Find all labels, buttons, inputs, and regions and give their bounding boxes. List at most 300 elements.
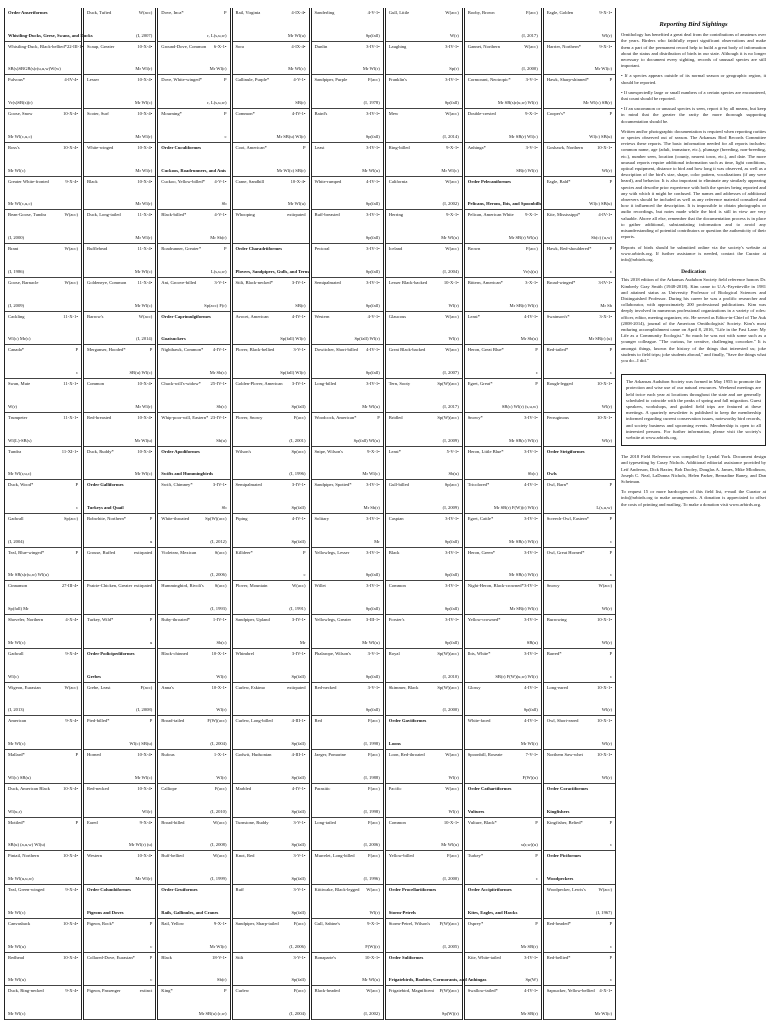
species-name: Barred*	[546, 650, 562, 656]
species-entry	[465, 413, 541, 447]
occurrence-text-right: (I, 2010)	[210, 808, 227, 814]
species-name: Crane, Sandhill	[235, 178, 265, 184]
status-code: 3-IV-1•	[366, 43, 380, 49]
status-code: 9-X-1•	[599, 43, 612, 49]
occurrence-text-right: Wl(r)	[216, 774, 227, 780]
species-entry	[312, 210, 383, 244]
checklist-column	[232, 8, 310, 1020]
order-header	[84, 649, 155, 683]
status-code: 4-IV-1•	[291, 111, 306, 117]
species-entry	[386, 615, 462, 649]
occurrence-text-right: Wl(r)	[448, 336, 459, 342]
occurrence-text-right: Sp(fall)	[444, 572, 459, 578]
species-entry	[544, 345, 615, 379]
status-code: P	[223, 246, 227, 252]
species-name: Killdeer*	[235, 549, 253, 555]
occurrence-text-right: Sp(fall)	[444, 639, 459, 645]
occurrence-text-right: Sp(fall)	[365, 268, 380, 274]
species-entry	[233, 885, 309, 919]
species-entry	[312, 244, 383, 278]
species-name: Sandpiper, Sharp-tailed	[235, 920, 279, 926]
species-entry	[465, 716, 541, 750]
species-name: Glaucous	[388, 313, 407, 319]
species-name: Ferruginous	[546, 414, 569, 420]
species-name: Screech-Owl, Eastern*	[546, 516, 590, 522]
occurrence-text-right: (I, 2009)	[442, 505, 459, 511]
species-name: Harrier, Northern*	[546, 43, 582, 49]
species-entry	[233, 8, 309, 42]
status-code: 10-X-4•	[137, 752, 153, 758]
species-entry	[158, 548, 229, 582]
species-name: Order Accipitriformes	[467, 887, 512, 893]
species-entry	[386, 42, 462, 76]
species-entry	[84, 784, 155, 818]
species-name: Coot, American*	[235, 144, 267, 150]
sidebar-paragraph: • If an uncommon or unusual species is seen, report it by all means, but keep in mind that the greater the rarity the more thorough supporting documentation should be.	[621, 106, 766, 124]
species-name: Scoter, Surf	[87, 111, 109, 117]
status-code: F(acc)	[293, 988, 306, 994]
species-name: Hummingbird, Rivoli's	[161, 583, 204, 589]
species-entry	[233, 514, 309, 548]
species-entry	[158, 42, 229, 76]
species-entry	[312, 413, 383, 447]
species-entry	[158, 278, 229, 312]
species-entry	[465, 447, 541, 481]
species-name: Whistling-Duck, Black-bellied*	[8, 43, 67, 49]
sidebar-paragraph: Written and/or photographic documentation is required when reporting rarities or species observed out of season. The Arkansas Bird Records Committee reviews these reports. The basic information needed for all reports includes: common name, age (adult, immature, etc.), plumage (breeding, non-breeding, etc.), number seen, location (county, nearest town, etc.), and date. The more unusual reports require additional information such as time, light conditions, optical equipment, distance to bird and how long it was observed, as well as a description of the bird's size, shape, color pattern, vocalizations (if any were heard), and behavior. It is also important to eliminate any similarly appearing species and describe prior experience with both the species being reported and any with which it might be confused. The names and addresses of additional observers should be included as well as any reference material consulted and how it influenced the description. It is impossible to obtain photographs or audio recordings, but notes made while the bird is still in view are very valuable. Above all else, remember that the documentation process is in place to gather additional, substantiating information and to avoid any misunderstanding of potential contributors or question the authenticity of their reports.	[621, 128, 766, 240]
species-name: Heron, Little Blue*	[467, 448, 504, 454]
species-name: Tricolored*	[467, 482, 490, 488]
status-code: 3-V-1•	[293, 853, 306, 859]
species-entry	[386, 379, 462, 413]
occurrence-text-right: SB(u) Wl(c)	[129, 370, 153, 376]
occurrence-text-right: Sp(fall)	[291, 403, 306, 409]
occurrence-text-right: Mr Wl(u)	[134, 437, 153, 443]
species-entry	[544, 581, 615, 615]
occurrence-text-right: Sb(r)	[217, 977, 227, 983]
species-entry	[158, 851, 229, 885]
status-code: 10-X-1•	[211, 650, 227, 656]
status-code: 3-IV-1•	[524, 549, 538, 555]
species-name: Order Strigiformes	[546, 448, 585, 454]
species-name: Black-chinned	[161, 650, 189, 656]
status-code: 3-IV-1•	[598, 279, 612, 285]
status-code: 4-V-1•	[214, 212, 227, 218]
status-code: 27-III-4•	[61, 583, 78, 589]
species-name: Pigeon, Passenger	[87, 988, 121, 994]
species-name: Mottled*	[8, 819, 25, 825]
species-name: Merganser, Hooded*	[87, 347, 126, 353]
species-entry	[5, 750, 81, 784]
status-code: 10-X-4•	[63, 920, 78, 926]
species-entry	[5, 312, 81, 346]
occurrence-text-right: Mr SB(r) Wl(u)	[508, 235, 538, 241]
status-code: F(acc)	[368, 785, 380, 791]
occurrence-text: Loons	[388, 741, 401, 747]
occurrence-text-right: Wl(r)	[448, 808, 459, 814]
species-name: Kittiwake, Black-legged	[314, 887, 360, 893]
status-code: F(acc)	[368, 718, 380, 724]
species-entry	[233, 480, 309, 514]
occurrence-text-right: Mr Wl(c)	[134, 268, 153, 274]
species-entry	[465, 244, 541, 278]
species-entry	[158, 716, 229, 750]
occurrence-text: Grebes	[87, 673, 101, 679]
status-code: 10-X-4•	[137, 381, 153, 387]
species-name: Long-eared	[546, 684, 568, 690]
occurrence-text-right: Mr Wl(u)	[362, 167, 380, 173]
status-code: P	[535, 819, 538, 825]
occurrence-text: Kites, Eagles, and Hawks	[467, 909, 518, 915]
species-entry	[544, 75, 615, 109]
occurrence-text-right: Mr Wl(r) (u)	[128, 842, 153, 848]
status-code: extinct	[139, 988, 153, 994]
species-name: Cooper's*	[546, 111, 566, 117]
species-entry	[312, 548, 383, 582]
species-name: Woodcock, American*	[314, 414, 357, 420]
occurrence-text: Woodpeckers	[546, 876, 574, 882]
occurrence-text-right: Sp(fall)	[365, 370, 380, 376]
species-entry	[465, 750, 541, 784]
status-code: 11-XI-1•	[61, 448, 78, 454]
occurrence-text-right: c	[609, 943, 612, 949]
occurrence-text-right: Sb(c)	[216, 639, 227, 645]
occurrence-text-right: Wl(r)	[216, 673, 227, 679]
occurrence-text-right: Mr Sb(r)	[363, 505, 380, 511]
status-code: extirpated	[133, 583, 153, 589]
species-name: Least*	[388, 448, 401, 454]
species-entry	[465, 683, 541, 717]
status-code: F(W)(acc)	[439, 920, 459, 926]
occurrence-text-right: Sp(fall) Wl(u)	[353, 437, 380, 443]
species-name: Order Suliformes	[388, 954, 424, 960]
status-code: F(acc)	[447, 853, 459, 859]
status-code: 18-V-1•	[212, 954, 227, 960]
species-entry	[544, 143, 615, 177]
species-name: Swainson's*	[546, 313, 570, 319]
status-code: 3-IV-1•	[445, 516, 459, 522]
species-name: Ring-billed	[388, 144, 410, 150]
occurrence-text-right: Sp(fall)	[444, 606, 459, 612]
occurrence-text-right: (I, 1978)	[363, 100, 380, 106]
species-entry	[84, 818, 155, 852]
species-name: Eared	[87, 819, 98, 825]
species-name: Frigatebird, Magnificent	[388, 988, 434, 994]
species-entry	[465, 615, 541, 649]
status-code: 10-X-1•	[597, 718, 612, 724]
species-entry	[5, 953, 81, 987]
species-entry	[158, 581, 229, 615]
species-entry	[84, 615, 155, 649]
occurrence-text: Mr Wl(c,u,c)	[8, 133, 33, 139]
species-name: Double-crested	[467, 111, 496, 117]
species-entry	[158, 784, 229, 818]
occurrence-text-right: Wl(r)	[601, 32, 612, 38]
species-name: Semipalmated	[314, 279, 341, 285]
species-name: Order Apodiformes	[161, 448, 200, 454]
species-name: Northern Saw-whet	[546, 752, 583, 758]
species-name: Burrowing	[546, 617, 567, 623]
occurrence-text-right: (I, 2007)	[442, 370, 459, 376]
occurrence-text-right: c	[609, 268, 612, 274]
status-code: P	[609, 549, 612, 555]
occurrence-text-right: (I, 2004)	[289, 1011, 306, 1017]
occurrence-text-right: (I, 2000)	[521, 66, 538, 72]
species-name: Snowy*	[467, 414, 483, 420]
order-header	[465, 784, 541, 818]
species-entry	[158, 177, 229, 211]
species-entry	[465, 986, 541, 1020]
species-name: Mourning*	[161, 111, 182, 117]
species-entry	[312, 345, 383, 379]
species-entry	[386, 683, 462, 717]
occurrence-text-right: Sp(fall)	[365, 673, 380, 679]
occurrence-text-right: F(W)(u)	[522, 774, 538, 780]
status-code: 3-IV-1•	[445, 583, 459, 589]
occurrence-text-right: Wl(r)	[601, 639, 612, 645]
species-name: Plover, Mountain	[235, 583, 268, 589]
status-code: 10-X-1•	[597, 684, 612, 690]
species-name: Dowitcher, Short-billed	[314, 347, 358, 353]
occurrence-text: Mr Wl(c)	[8, 639, 26, 645]
species-entry	[465, 548, 541, 582]
status-code: 10-X-1•	[597, 414, 612, 420]
species-name: Gull, Sabine's	[314, 920, 341, 926]
species-entry	[158, 210, 229, 244]
status-code: F(acc)	[526, 246, 538, 252]
status-code: P	[149, 954, 153, 960]
occurrence-text-right: Sb(c) (u,w)	[591, 235, 612, 241]
species-name: Plover, Black-bellied	[235, 347, 275, 353]
status-code: 10-X-4•	[290, 178, 306, 184]
occurrence-text: (I, 2000)	[8, 235, 25, 241]
status-code: F(W)(acc)	[439, 988, 459, 994]
species-entry	[84, 42, 155, 76]
status-code: 3-IV-1•	[366, 212, 380, 218]
occurrence-text: Whistling-Ducks, Geese, Swans, and Ducks	[8, 32, 93, 38]
occurrence-text-right: Wl(r)	[601, 774, 612, 780]
occurrence-text-right: c	[609, 673, 612, 679]
species-entry	[5, 177, 81, 211]
occurrence-text-right: Mr SB(r) F(W)(r) Wl(r)	[493, 505, 538, 511]
status-code: extirpated	[287, 684, 306, 690]
occurrence-text-right: (I, 1998)	[363, 741, 380, 747]
species-entry	[233, 447, 309, 481]
species-entry	[84, 581, 155, 615]
status-code: 3-V-1•	[293, 347, 306, 353]
species-entry	[233, 143, 309, 177]
status-code: W(acc)	[212, 819, 227, 825]
species-name: Curlew, Long-billed	[235, 718, 273, 724]
occurrence-text-right: Mr Wl(c)	[594, 1011, 612, 1017]
status-code: 4-IV-4•	[64, 77, 78, 83]
species-entry	[158, 986, 229, 1020]
occurrence-text-right: Mr Wl(c) SB(r)	[276, 167, 306, 173]
status-code: W(acc)	[64, 684, 78, 690]
occurrence-text-right: Mr Wl(u)	[441, 842, 459, 848]
occurrence-text-right: r, L(s,u,w)	[207, 32, 227, 38]
occurrence-text-right: Mr Wl(r)	[362, 66, 380, 72]
society-info-box	[621, 374, 766, 446]
occurrence-text-right: (I, 2006)	[210, 572, 227, 578]
status-code: W(acc)	[212, 853, 227, 859]
occurrence-text-right: Sb(c)	[216, 403, 227, 409]
occurrence-text: Wl(c)	[8, 673, 19, 679]
species-entry	[5, 42, 84, 76]
status-code: P	[609, 347, 612, 353]
occurrence-text-right: Mr Wl(c)	[441, 167, 459, 173]
species-entry	[5, 615, 81, 649]
species-name: Golden-Plover, American	[235, 381, 283, 387]
species-entry	[233, 953, 309, 987]
species-name: Egret, Cattle*	[467, 516, 494, 522]
species-entry	[233, 750, 309, 784]
occurrence-text-right: Sp(r)	[449, 66, 459, 72]
status-code: 3-III-1•	[365, 617, 380, 623]
species-entry	[386, 514, 462, 548]
species-name: Broad-billed	[161, 819, 185, 825]
species-entry	[312, 818, 383, 852]
species-name: Broad-winged*	[546, 279, 576, 285]
occurrence-text: Mr Wl(r,u,c)	[8, 471, 32, 477]
species-name: Woodpecker, Lewis's	[546, 887, 586, 893]
status-code: P	[149, 617, 153, 623]
species-name: Night-Heron, Black-crowned*	[467, 583, 524, 589]
status-code: 10-X-4•	[137, 853, 153, 859]
status-code: W(acc)	[445, 111, 459, 117]
species-entry	[386, 109, 462, 143]
status-code: 11-X-4•	[137, 279, 153, 285]
status-code: P	[149, 920, 153, 926]
status-code: 3-V-1•	[293, 819, 306, 825]
species-name: Duck, American Black	[8, 785, 50, 791]
species-name: White-faced	[467, 718, 491, 724]
species-entry	[233, 716, 309, 750]
status-code: 10-X-4•	[137, 448, 153, 454]
species-entry	[312, 379, 383, 413]
status-code: 4-IX-4•	[291, 43, 306, 49]
occurrence-text: Mr SB(s)r(u,w) Wl(u)	[8, 572, 49, 578]
species-name: Ross's	[8, 144, 20, 150]
species-name: Order Cuculiformes	[161, 144, 202, 150]
species-name: Turkey, Wild*	[87, 617, 114, 623]
status-code: 3-IV-1•	[445, 77, 459, 83]
status-code: 9-X-1•	[446, 212, 459, 218]
occurrence-text-right: (I, 1967)	[595, 909, 612, 915]
status-code: 10-X-1•	[597, 617, 612, 623]
species-name: Booby, Brown	[467, 10, 495, 15]
species-name: Black	[161, 954, 172, 960]
status-code: 3-IV-1•	[366, 279, 380, 285]
occurrence-text: W(r)	[8, 403, 17, 409]
status-code: 9-X-1•	[367, 448, 380, 454]
species-entry	[544, 919, 615, 953]
species-name: Knot, Red	[235, 853, 255, 859]
species-name: Sandpiper, Spotted*	[314, 482, 352, 488]
occurrence-text-right: c	[224, 133, 227, 139]
status-code: 9-X-1•	[446, 144, 459, 150]
species-entry	[465, 345, 541, 379]
occurrence-text-right: (I, 2007)	[136, 32, 153, 38]
occurrence-text: Mr Wl(c)	[8, 741, 26, 747]
species-entry	[465, 143, 541, 177]
status-code: W(acc)	[64, 212, 78, 218]
species-name: Least*	[467, 313, 480, 319]
status-code: 3-IV-1•	[524, 516, 538, 522]
occurrence-text-right: Wl(r)	[448, 302, 459, 308]
status-code: P	[535, 347, 538, 353]
species-entry	[312, 75, 383, 109]
species-name: Sora	[235, 43, 244, 49]
species-name: Chuck-will's-widow*	[161, 381, 201, 387]
species-name: Fulvous*	[8, 77, 26, 83]
species-name: Bridled	[388, 414, 403, 420]
occurrence-text-right: Sb(c)	[527, 471, 538, 477]
occurrence-text-right: (I, 2006)	[289, 943, 306, 949]
occurrence-text-right: SB(r) Wl(r)	[516, 167, 538, 173]
occurrence-text: Vultures	[467, 808, 485, 814]
species-entry	[312, 885, 383, 919]
society-info-text: The Arkansas Audubon Society was formed in May 1955 to promote the protection and wise use of our natural resources. Weekend meetings are held twice each year at locations throughout the state and are generally scheduled to coincide with the peaks of spring and fall migration. Guest speakers, workshops, and guided field trips are featured at these meetings. A quarterly newsletter is published to keep the membership informed regarding current conservation issues, noteworthy bird records, and society business and upcoming events. Membership is open to all interested persons. For further information, please visit the society's website at www.arbirds.org.	[626, 379, 761, 440]
status-code: 10-X-4•	[137, 178, 153, 184]
species-entry	[158, 514, 229, 548]
species-name: Redhead	[8, 954, 25, 960]
species-entry	[5, 919, 81, 953]
sidebar	[621, 8, 766, 1020]
occurrence-text-right: (I, 2000)	[442, 876, 459, 882]
species-entry	[5, 447, 81, 481]
occurrence-text: SB(u) (a,u,w) Wl(u)	[8, 842, 46, 848]
status-code: 4-V-1•	[367, 10, 380, 15]
status-code: P	[609, 246, 612, 252]
species-name: Rail, Virginia	[235, 10, 261, 15]
species-entry	[544, 42, 615, 76]
status-code: 3-V-1•	[214, 279, 227, 285]
species-name: Yellowlegs, Lesser	[314, 549, 350, 555]
occurrence-text-right: Mr Sb(r)	[210, 235, 227, 241]
status-code: 3-IV-1•	[291, 482, 306, 488]
occurrence-text-right: Sp(fall)	[365, 133, 380, 139]
species-name: King*	[161, 988, 173, 994]
species-entry	[158, 109, 229, 143]
species-name: Violetear, Mexican	[161, 549, 197, 555]
status-code: P	[535, 920, 538, 926]
species-name: Heron, Great Blue*	[467, 347, 504, 353]
species-name: Forster's	[388, 617, 405, 623]
status-code: 10-X-4•	[137, 77, 153, 83]
occurrence-text-right: Mr SB(c) Wl(r)	[509, 572, 538, 578]
status-code: P	[223, 10, 227, 15]
species-name: White-throated	[161, 516, 190, 522]
status-code: 3-V-1•	[293, 954, 306, 960]
species-name: Phalarope, Wilson's	[314, 650, 351, 656]
status-code: P	[75, 819, 78, 825]
occurrence-text: Wl(u,r)	[8, 808, 22, 814]
species-entry	[5, 986, 81, 1020]
species-name: Black-billed*	[161, 212, 187, 218]
occurrence-text-right: Sp(fall)	[523, 707, 538, 713]
occurrence-text-right: L(s,u,w)	[210, 268, 227, 274]
occurrence-text-right: Wl(r)	[448, 774, 459, 780]
checklist-column	[83, 8, 156, 1020]
species-entry	[5, 581, 81, 615]
species-name: Red-breasted	[87, 414, 112, 420]
species-entry	[386, 312, 462, 346]
occurrence-text-right: Mr Wl(r)	[135, 66, 153, 72]
order-header	[84, 480, 155, 514]
occurrence-text-right: Sp(fall)	[365, 572, 380, 578]
order-header	[386, 885, 462, 919]
